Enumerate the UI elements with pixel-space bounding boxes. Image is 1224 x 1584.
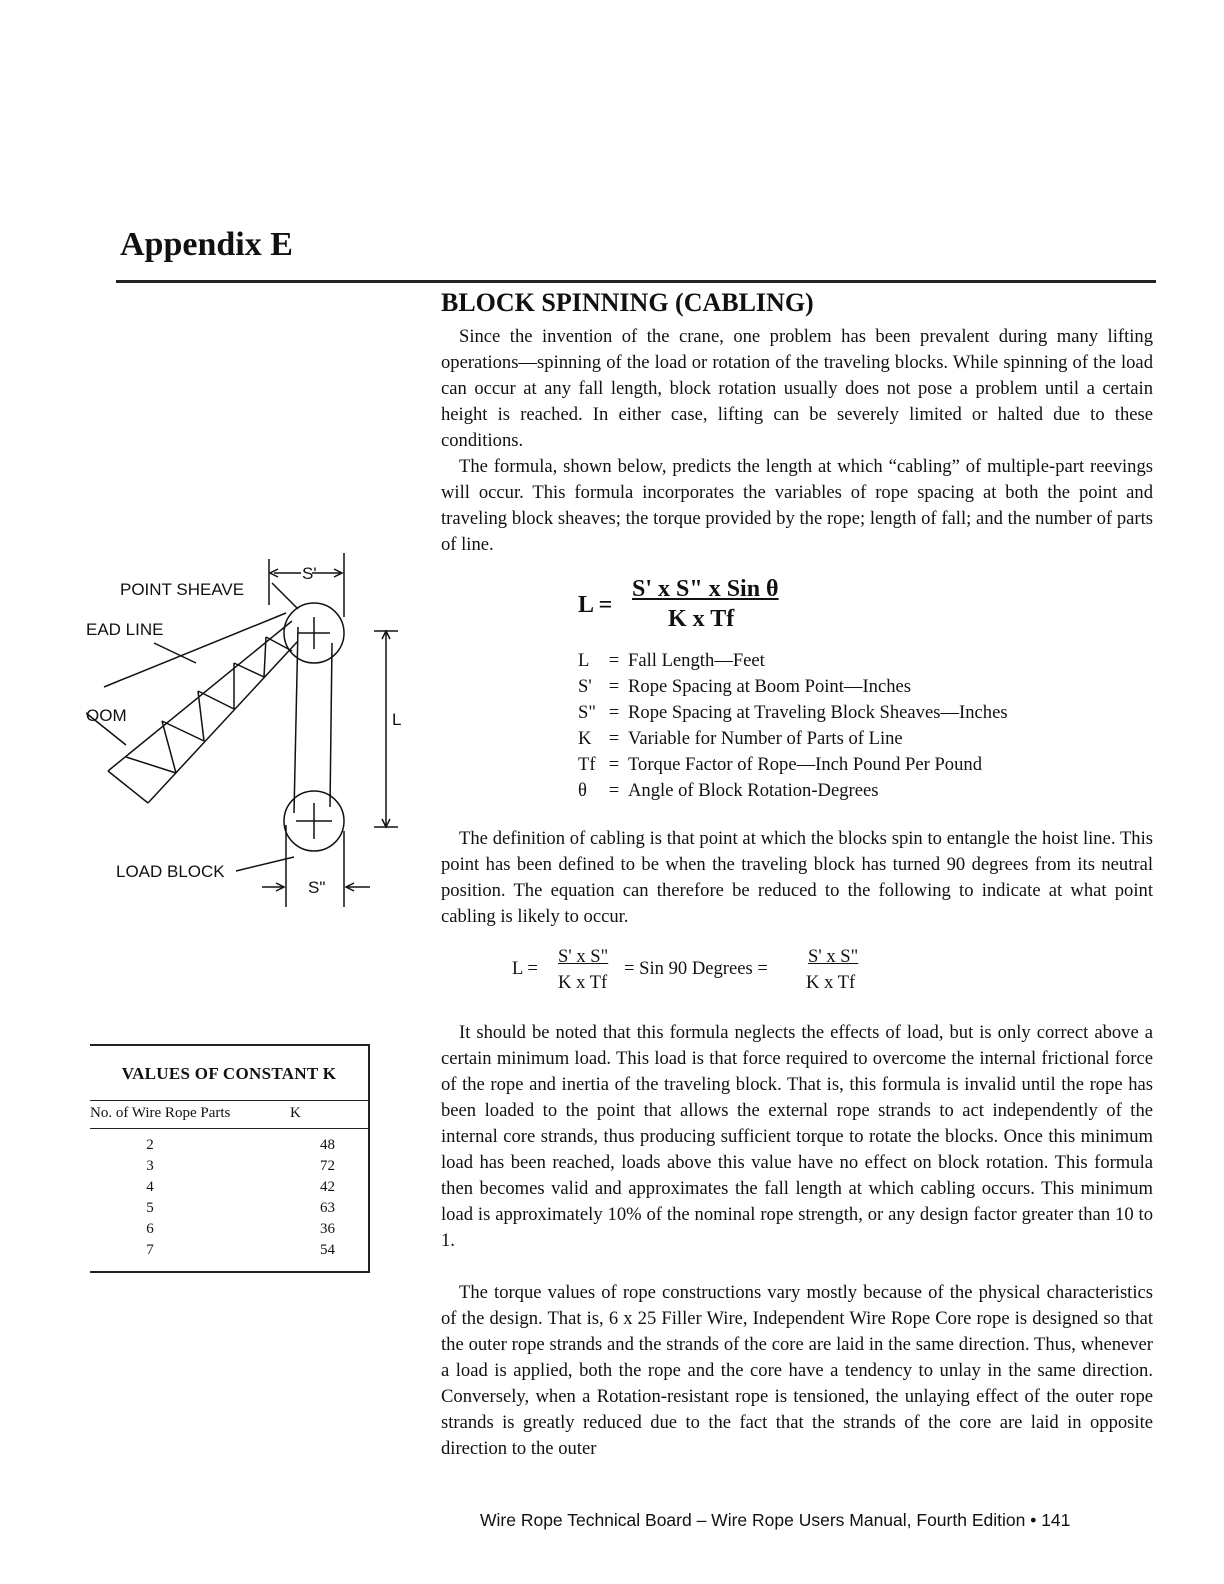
reduced-numerator-1: S' x S": [558, 946, 609, 967]
s-prime-label: S': [302, 564, 317, 583]
table-body: [90, 1129, 370, 1273]
appendix-title: Appendix E: [120, 226, 293, 263]
table-row: 6 36: [146, 1221, 335, 1237]
s-double-prime-label: S": [308, 878, 326, 897]
reduced-formula: [512, 946, 872, 1008]
paragraph-definition: The definition of cabling is that point at which the blocks spin to entangle the hoist line. This point has been defined to be when the traveling block has turned 90 degrees from its neutral position. The equation can therefore be reduced to the following to indicate at what point cabling is likely to occur.: [441, 828, 1153, 927]
paragraph-torque: The torque values of rope constructions vary mostly because of the physical characteristics of the design. That is, 6 x 25 Filler Wire, Independent Wire Rope Core rope is designed so that the outer rope strands and the strands of the core are laid in the same direction. Thus, whenever a load is applied, both the rope and the core have a tendency to unlay in the same direction. Conversely, when a Rotation-resistant rope is tensioned, the unlaying effect of the outer rope strands is greatly reduced due to the fact that the strands of the core are laid in opposite direction to the outer: [441, 1282, 1153, 1459]
paragraph-formula-intro: The formula, shown below, predicts the length at which “cabling” of multiple-part reevings will occur. This formula incorporates the variables of rope spacing at both the point and traveling block sheaves; the torque provided by the rope; length of fall; and the number of parts of line.: [441, 456, 1153, 555]
definition-row: S" = Rope Spacing at Traveling Block Sheaves—Inches: [578, 702, 1008, 723]
formula-numerator: S' x S" x Sin θ: [632, 576, 779, 602]
paragraph-intro: Since the invention of the crane, one problem has been prevalent during many lifting operations—spinning of the load or rotation of the traveling blocks. While spinning of the load can occur at any fall length, block rotation usually does not pose a problem until a certain height is reached. In either case, lifting can be severely limited or halted due to these conditions.: [441, 326, 1153, 451]
reduced-numerator-2: S' x S": [808, 946, 859, 967]
table-title: VALUES OF CONSTANT K: [90, 1046, 370, 1100]
definition-row: L = Fall Length—Feet: [578, 650, 765, 671]
point-sheave-label: POINT SHEAVE: [120, 580, 245, 599]
cabling-formula: [578, 576, 838, 640]
title-rule: [116, 280, 1156, 283]
column-header-parts: No. of Wire Rope Parts: [90, 1105, 231, 1121]
reduced-middle: = Sin 90 Degrees =: [624, 958, 768, 979]
l-label: L: [392, 710, 402, 729]
column-header-k: K: [290, 1105, 301, 1121]
definition-row: Tf = Torque Factor of Rope—Inch Pound Per Pound: [578, 754, 982, 775]
boom-label: OOM: [86, 706, 127, 725]
table-row: 5 63: [146, 1200, 335, 1216]
page-footer: Wire Rope Technical Board – Wire Rope Users Manual, Fourth Edition • 141: [480, 1510, 1071, 1530]
table-row: 4 42: [146, 1179, 335, 1195]
definition-row: S' = Rope Spacing at Boom Point—Inches: [578, 676, 912, 697]
load-block-label: LOAD BLOCK: [116, 862, 225, 881]
definition-row: θ = Angle of Block Rotation-Degrees: [578, 780, 879, 801]
table-row: 7 54: [146, 1242, 335, 1258]
section-heading: BLOCK SPINNING (CABLING): [441, 288, 814, 317]
constant-k-table: [90, 1044, 370, 1273]
definition-row: K = Variable for Number of Parts of Line: [578, 728, 903, 749]
lead-line-label: EAD LINE: [86, 620, 164, 639]
table-row: 2 48: [146, 1137, 335, 1153]
reduced-denominator-1: K x Tf: [558, 972, 608, 993]
paragraph-load-note: It should be noted that this formula neglects the effects of load, but is only correct above a certain minimum load. This load is that force required to overcome the internal frictional force of the rope and inertia of the traveling block. That is, this formula is invalid until the rope has been loaded to the point that allows the external rope strands to act independently of the internal core strands, thus producing sufficient torque to rotate the blocks. Once this minimum load has been reached, loads above this value have no effect on block rotation. This formula then becomes valid and approximates the fall length at which cabling occurs. This minimum load is approximately 10% of the nominal rope strength, or any design factor greater than 10 to 1.: [441, 1022, 1153, 1251]
reduced-lhs: L =: [512, 958, 538, 979]
reduced-denominator-2: K x Tf: [806, 972, 856, 993]
formula-denominator: K x Tf: [668, 606, 735, 632]
block-spinning-diagram: [86, 545, 426, 915]
table-row: 3 72: [146, 1158, 335, 1174]
variable-definitions: [578, 648, 1008, 804]
formula-lhs: L =: [578, 592, 613, 618]
table-header: [90, 1100, 370, 1129]
